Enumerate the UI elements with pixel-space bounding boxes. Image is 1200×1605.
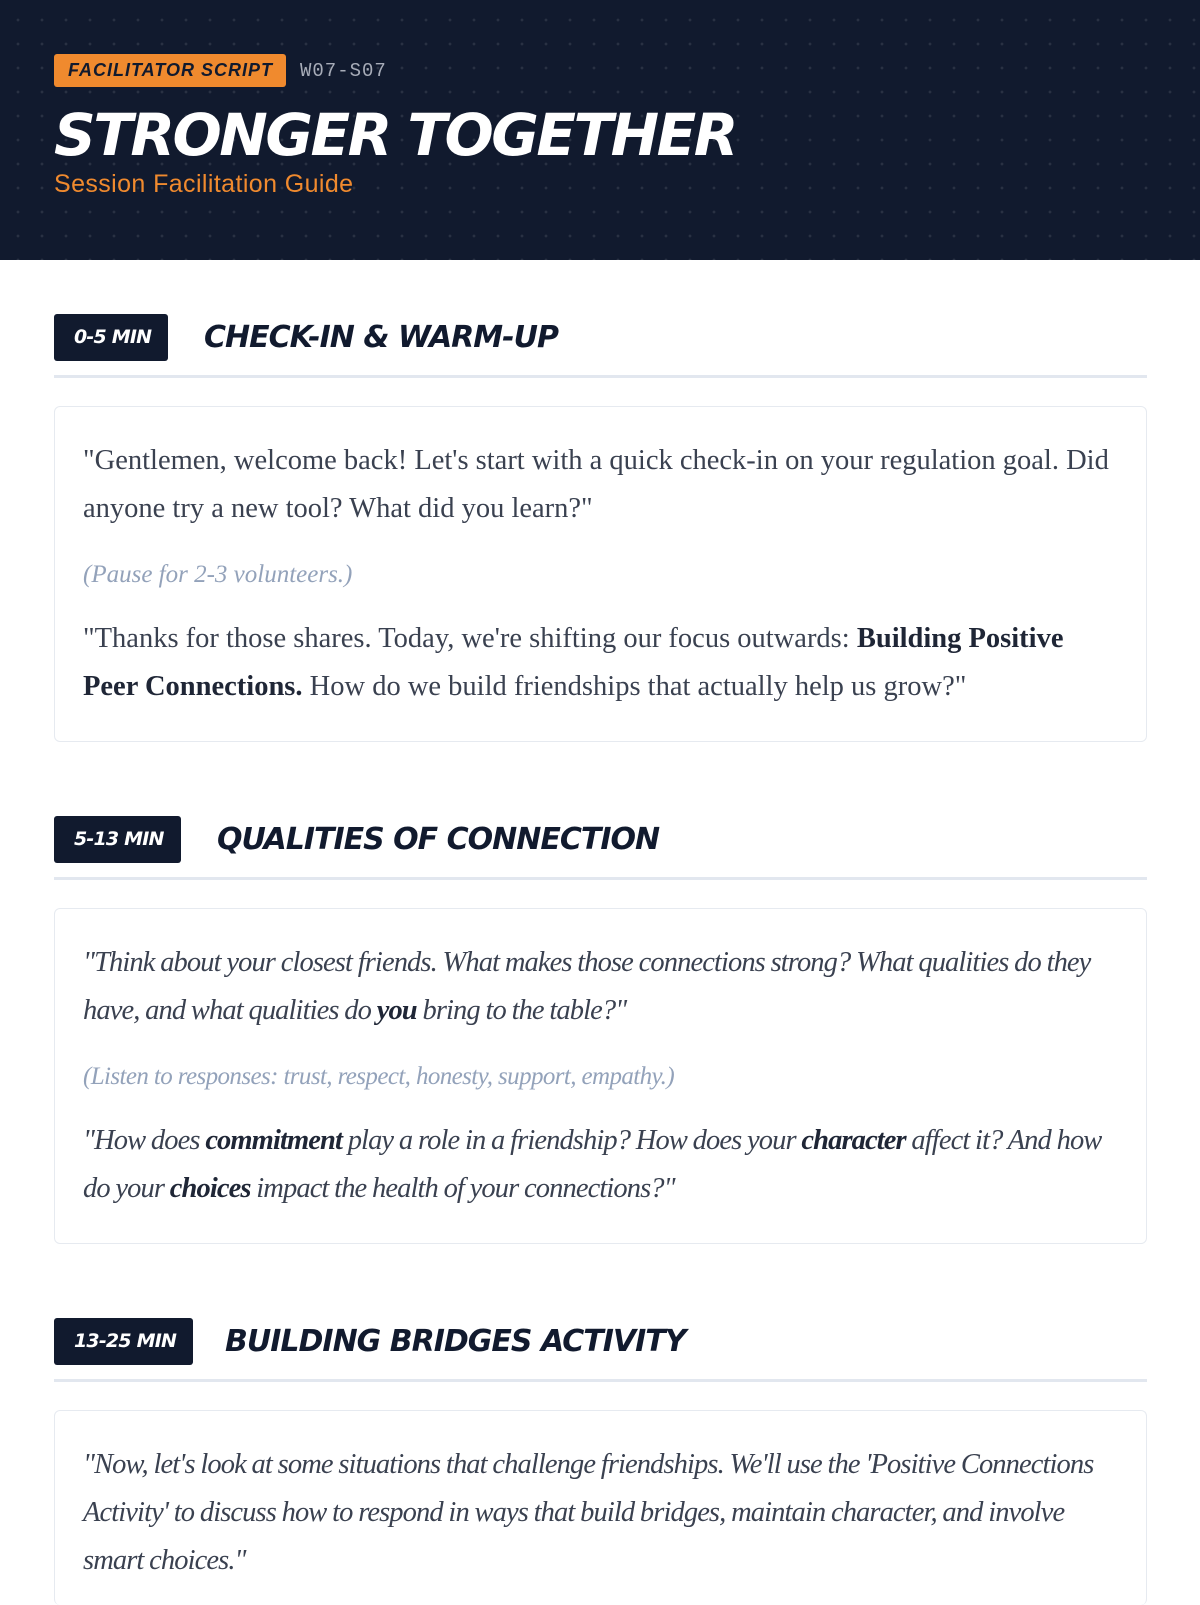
- script-card: [54, 1410, 1147, 1605]
- time-badge: 13-25 MIN: [54, 1318, 193, 1365]
- section-header: [54, 314, 1147, 378]
- header-badge-row: [54, 54, 387, 87]
- script-card: [54, 908, 1147, 1244]
- script-text: affect it? And how do your: [83, 1125, 1102, 1204]
- section-building-bridges: [54, 1318, 1147, 1605]
- script-text: "Thanks for those shares. Today, we're shifting our focus outwards:: [83, 623, 857, 654]
- script-paragraph: [83, 615, 1120, 711]
- session-code: W07-S07: [300, 59, 387, 82]
- section-check-in: [54, 314, 1147, 742]
- script-paragraph: [83, 1117, 1120, 1213]
- script-paragraph: [83, 939, 1120, 1035]
- emphasis-text: you: [376, 995, 417, 1026]
- header-banner: [0, 0, 1200, 260]
- script-text: "How does: [83, 1125, 206, 1156]
- section-header: [54, 1318, 1147, 1382]
- page-title: STRONGER TOGETHER: [54, 101, 736, 169]
- document-type-tag: FACILITATOR SCRIPT: [54, 54, 286, 87]
- section-title: CHECK-IN & WARM-UP: [204, 320, 558, 355]
- section-title: QUALITIES OF CONNECTION: [217, 822, 660, 857]
- script-text: "Think about your closest friends. What makes those connections strong? What qualities do they have, and what qualities do: [83, 947, 1091, 1026]
- page-subtitle: Session Facilitation Guide: [54, 170, 354, 198]
- script-paragraph: "Now, let's look at some situations that challenge friendships. We'll use the 'Positive Connections Activity' to discuss how to respond in ways that build bridges, maintain character, and involve smart choices.": [83, 1449, 1094, 1576]
- section-qualities: [54, 816, 1147, 1244]
- script-paragraph: "Gentlemen, welcome back! Let's start with a quick check-in on your regulation goal. Did anyone try a new tool? What did you learn?": [83, 445, 1109, 524]
- script-text: impact the health of your connections?": [250, 1173, 675, 1204]
- section-title: BUILDING BRIDGES ACTIVITY: [225, 1324, 686, 1359]
- facilitator-note: (Listen to responses: trust, respect, honesty, support, empathy.): [83, 1063, 675, 1090]
- emphasis-text: Building Positive Peer Connections.: [83, 623, 1064, 702]
- facilitator-note: (Pause for 2-3 volunteers.): [83, 561, 353, 588]
- script-card: [54, 406, 1147, 742]
- script-text: How do we build friendships that actually help us grow?": [302, 671, 967, 702]
- emphasis-text: choices: [169, 1173, 251, 1204]
- script-text: play a role in a friendship? How does your: [341, 1125, 802, 1156]
- emphasis-text: commitment: [205, 1125, 342, 1156]
- script-text: bring to the table?": [416, 995, 627, 1026]
- time-badge: 5-13 MIN: [54, 816, 181, 863]
- section-header: [54, 816, 1147, 880]
- emphasis-text: character: [801, 1125, 906, 1156]
- time-badge: 0-5 MIN: [54, 314, 168, 361]
